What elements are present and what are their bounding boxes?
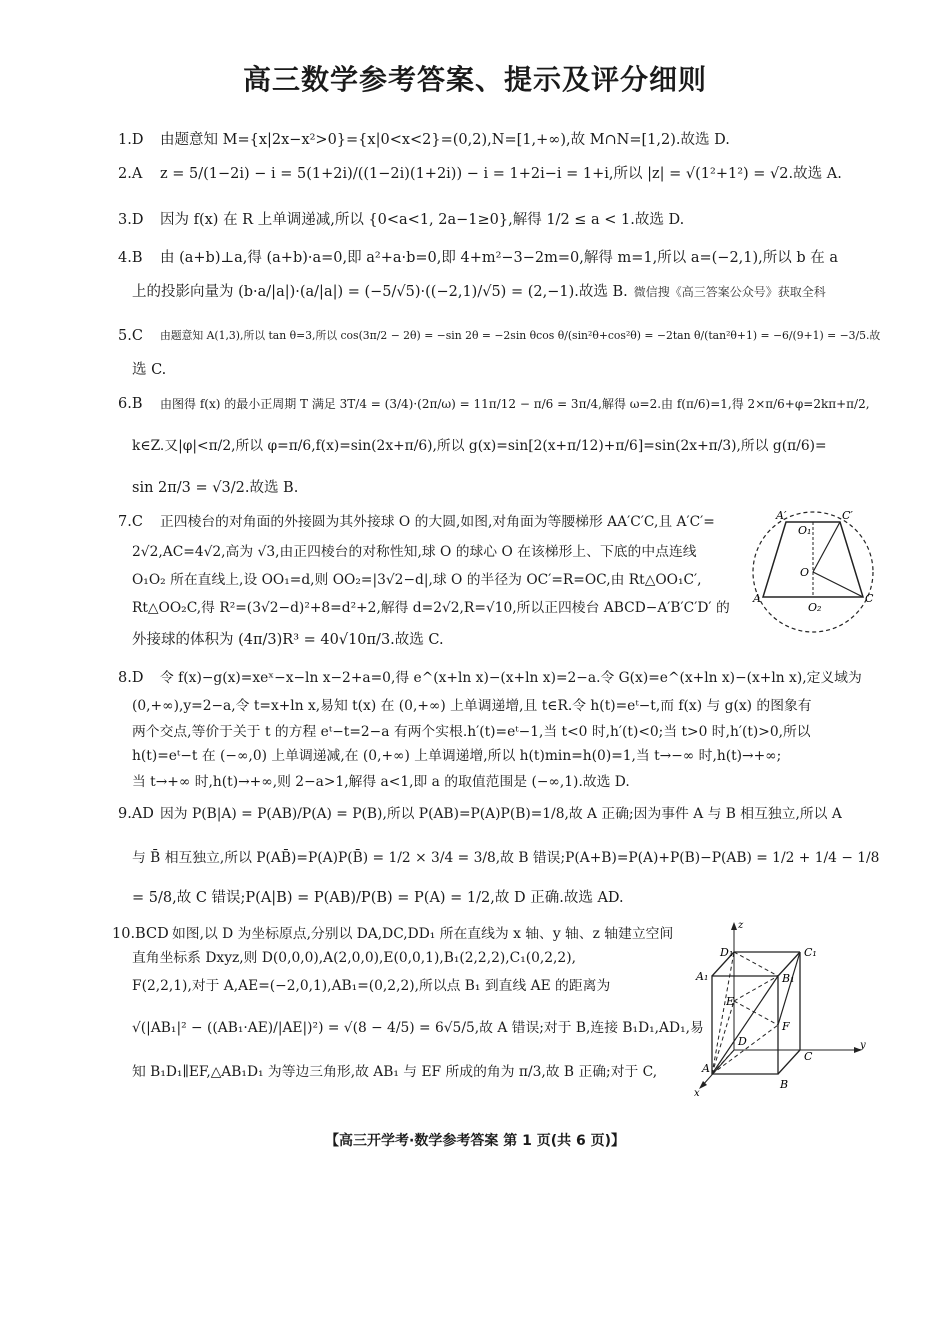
q7-fig-O2: O₂ — [808, 601, 822, 614]
q7-line5: 外接球的体积为 (4π/3)R³ = 40√10π/3.故选 C. — [132, 632, 444, 648]
q7-fig-O: O — [800, 566, 810, 579]
q8-line2: (0,+∞),y=2−a,令 t=x+ln x,易知 t(x) 在 (0,+∞) 上单调递增,且 t∈R.令 h(t)=eᵗ−t,而 f(x) 与 g(x) 的图象有 — [132, 698, 812, 714]
q10-fig-B1: B₁ — [782, 972, 795, 985]
page-footer: 【高三开学考·数学参考答案 第 1 页(共 6 页)】 — [325, 1133, 625, 1149]
q4-line2: 上的投影向量为 (b·a/|a|)·(a/|a|) = (−5/√5)·((−2,1)/√5) = (2,−1).故选 B. — [132, 284, 628, 300]
q9-label: 9.AD — [118, 806, 154, 822]
q7-line2: 2√2,AC=4√2,高为 √3,由正四棱台的对称性知,球 O 的球心 O 在该梯形上、下底的中点连线 — [132, 544, 697, 560]
q10-line5: 知 B₁D₁∥EF,△AB₁D₁ 为等边三角形,故 AB₁ 与 EF 所成的角为 π/3,故 B 正确;对于 C, — [132, 1064, 658, 1080]
q6-line1: 由图得 f(x) 的最小正周期 T 满足 3T/4 = (3/4)·(2π/ω) = 11π/12 − π/6 = 3π/4,解得 ω=2.由 f(π/6)=1,得 2×π/6+φ=2kπ+π/2, — [160, 397, 870, 411]
q7-fig-C: C — [865, 592, 874, 605]
q3-text: 因为 f(x) 在 R 上单调递减,所以 {0<a<1, 2a−1≥0},解得 1/2 ≤ a < 1.故选 D. — [160, 212, 685, 228]
q7-line1: 正四棱台的对角面的外接圆为其外接球 O 的大圆,如图,对角面为等腰梯形 AA′C′C,且 A′C′= — [160, 514, 715, 530]
q10-figure-cube — [690, 918, 868, 1098]
q6-line3: sin 2π/3 = √3/2.故选 B. — [132, 480, 299, 496]
q10-fig-z: z — [738, 920, 744, 931]
q7-label: 7.C — [118, 514, 143, 530]
q9-line1: 因为 P(B|A) = P(AB)/P(A) = P(B),所以 P(AB)=P(A)P(B)=1/8,故 A 正确;因为事件 A 与 B 相互独立,所以 A — [160, 806, 842, 822]
q1-text: 由题意知 M={x|2x−x²>0}={x|0<x<2}=(0,2),N=[1,+∞),故 M∩N=[1,2).故选 D. — [160, 132, 730, 148]
q10-line2: 直角坐标系 Dxyz,则 D(0,0,0),A(2,0,0),E(0,0,1),B₁(2,2,2),C₁(0,2,2), — [132, 950, 576, 966]
q8-line3: 两个交点,等价于关于 t 的方程 eᵗ−t=2−a 有两个实根.h′(t)=eᵗ−1,当 t<0 时,h′(t)<0;当 t>0 时,h′(t)>0,所以 — [132, 724, 811, 740]
q9-line2: 与 B̄ 相互独立,所以 P(AB̄)=P(A)P(B̄) = 1/2 × 3/4 = 3/8,故 B 错误;P(A+B)=P(A)+P(B)−P(AB) = 1/2 + 1/4 − 1/8 — [132, 850, 880, 866]
q7-fig-A1: A′ — [776, 509, 787, 522]
q7-fig-C1: C′ — [842, 509, 853, 522]
q5-line1: 由题意知 A(1,3),所以 tan θ=3,所以 cos(3π/2 − 2θ) = −sin 2θ = −2sin θcos θ/(sin²θ+cos²θ) = −2tan θ/(tan²θ+1) = −6/(9+1) = −3/5.故 — [160, 329, 881, 342]
q10-fig-A: A — [702, 1062, 710, 1075]
q7-figure-sphere-trapezoid — [748, 506, 878, 654]
q7-fig-O1: O₁ — [798, 524, 812, 537]
q8-line1: 令 f(x)−g(x)=xeˣ−x−ln x−2+a=0,得 e^(x+ln x)−(x+ln x)=2−a.令 G(x)=e^(x+ln x)−(x+ln x),定义域为 — [160, 670, 862, 686]
q4-line1: 由 (a+b)⊥a,得 (a+b)·a=0,即 a²+a·b=0,即 4+m²−3−2m=0,解得 m=1,所以 a=(−2,1),所以 b 在 a — [160, 250, 839, 266]
watermark-note: 微信搜《高三答案公众号》获取全科 — [633, 285, 826, 299]
q8-line4: h(t)=eᵗ−t 在 (−∞,0) 上单调递减,在 (0,+∞) 上单调递增,所以 h(t)min=h(0)=1,当 t→−∞ 时,h(t)→+∞; — [132, 748, 782, 764]
q4-label: 4.B — [118, 250, 143, 266]
q7-fig-A: A — [753, 592, 761, 605]
q6-label: 6.B — [118, 396, 143, 412]
q10-fig-y: y — [860, 1040, 866, 1051]
q9-line3: = 5/8,故 C 错误;P(A|B) = P(AB)/P(B) = P(A) = 1/2,故 D 正确.故选 AD. — [132, 890, 624, 906]
page-title: 高三数学参考答案、提示及评分细则 — [242, 63, 707, 96]
q10-fig-D1: D₁ — [720, 946, 734, 959]
q8-label: 8.D — [118, 670, 144, 686]
q10-line1: 如图,以 D 为坐标原点,分别以 DA,DC,DD₁ 所在直线为 x 轴、y 轴、z 轴建立空间 — [172, 926, 674, 942]
q10-line3: F(2,2,1),对于 A,AE=(−2,0,1),AB₁=(0,2,2),所以点 B₁ 到直线 AE 的距离为 — [132, 978, 611, 994]
q2-label: 2.A — [118, 166, 143, 182]
q10-label: 10.BCD — [112, 926, 169, 942]
q10-fig-x: x — [694, 1088, 700, 1098]
q10-fig-F: F — [782, 1020, 790, 1033]
q10-fig-D: D — [738, 1035, 747, 1048]
q10-fig-A1: A₁ — [696, 970, 709, 983]
q6-line2: k∈Z.又|φ|<π/2,所以 φ=π/6,f(x)=sin(2x+π/6),所以 g(x)=sin[2(x+π/12)+π/6]=sin(2x+π/3),所以 g(π/6)= — [132, 438, 827, 454]
q8-line5: 当 t→+∞ 时,h(t)→+∞,则 2−a>1,解得 a<1,即 a 的取值范围是 (−∞,1).故选 D. — [132, 774, 630, 790]
q5-label: 5.C — [118, 328, 143, 344]
q3-label: 3.D — [118, 212, 144, 228]
q5-line2: 选 C. — [132, 362, 167, 378]
q10-fig-C1: C₁ — [804, 946, 817, 959]
q7-line3: O₁O₂ 所在直线上,设 OO₁=d,则 OO₂=|3√2−d|,球 O 的半径为 OC′=R=OC,由 Rt△OO₁C′, — [132, 572, 702, 588]
q10-line4: √(|AB₁|² − ((AB₁·AE)/|AE|)²) = √(8 − 4/5) = 6√5/5,故 A 错误;对于 B,连接 B₁D₁,AD₁,易 — [132, 1020, 704, 1036]
q1-label: 1.D — [118, 132, 144, 148]
q10-fig-B: B — [780, 1078, 789, 1091]
q7-line4: Rt△OO₂C,得 R²=(3√2−d)²+8=d²+2,解得 d=2√2,R=√10,所以正四棱台 ABCD−A′B′C′D′ 的 — [132, 600, 730, 616]
q10-fig-E: E — [726, 995, 735, 1008]
q2-text: z = 5/(1−2i) − i = 5(1+2i)/((1−2i)(1+2i)) − i = 1+2i−i = 1+i,所以 |z| = √(1²+1²) = √2.故选 A. — [160, 166, 842, 182]
q10-fig-C: C — [804, 1050, 813, 1063]
